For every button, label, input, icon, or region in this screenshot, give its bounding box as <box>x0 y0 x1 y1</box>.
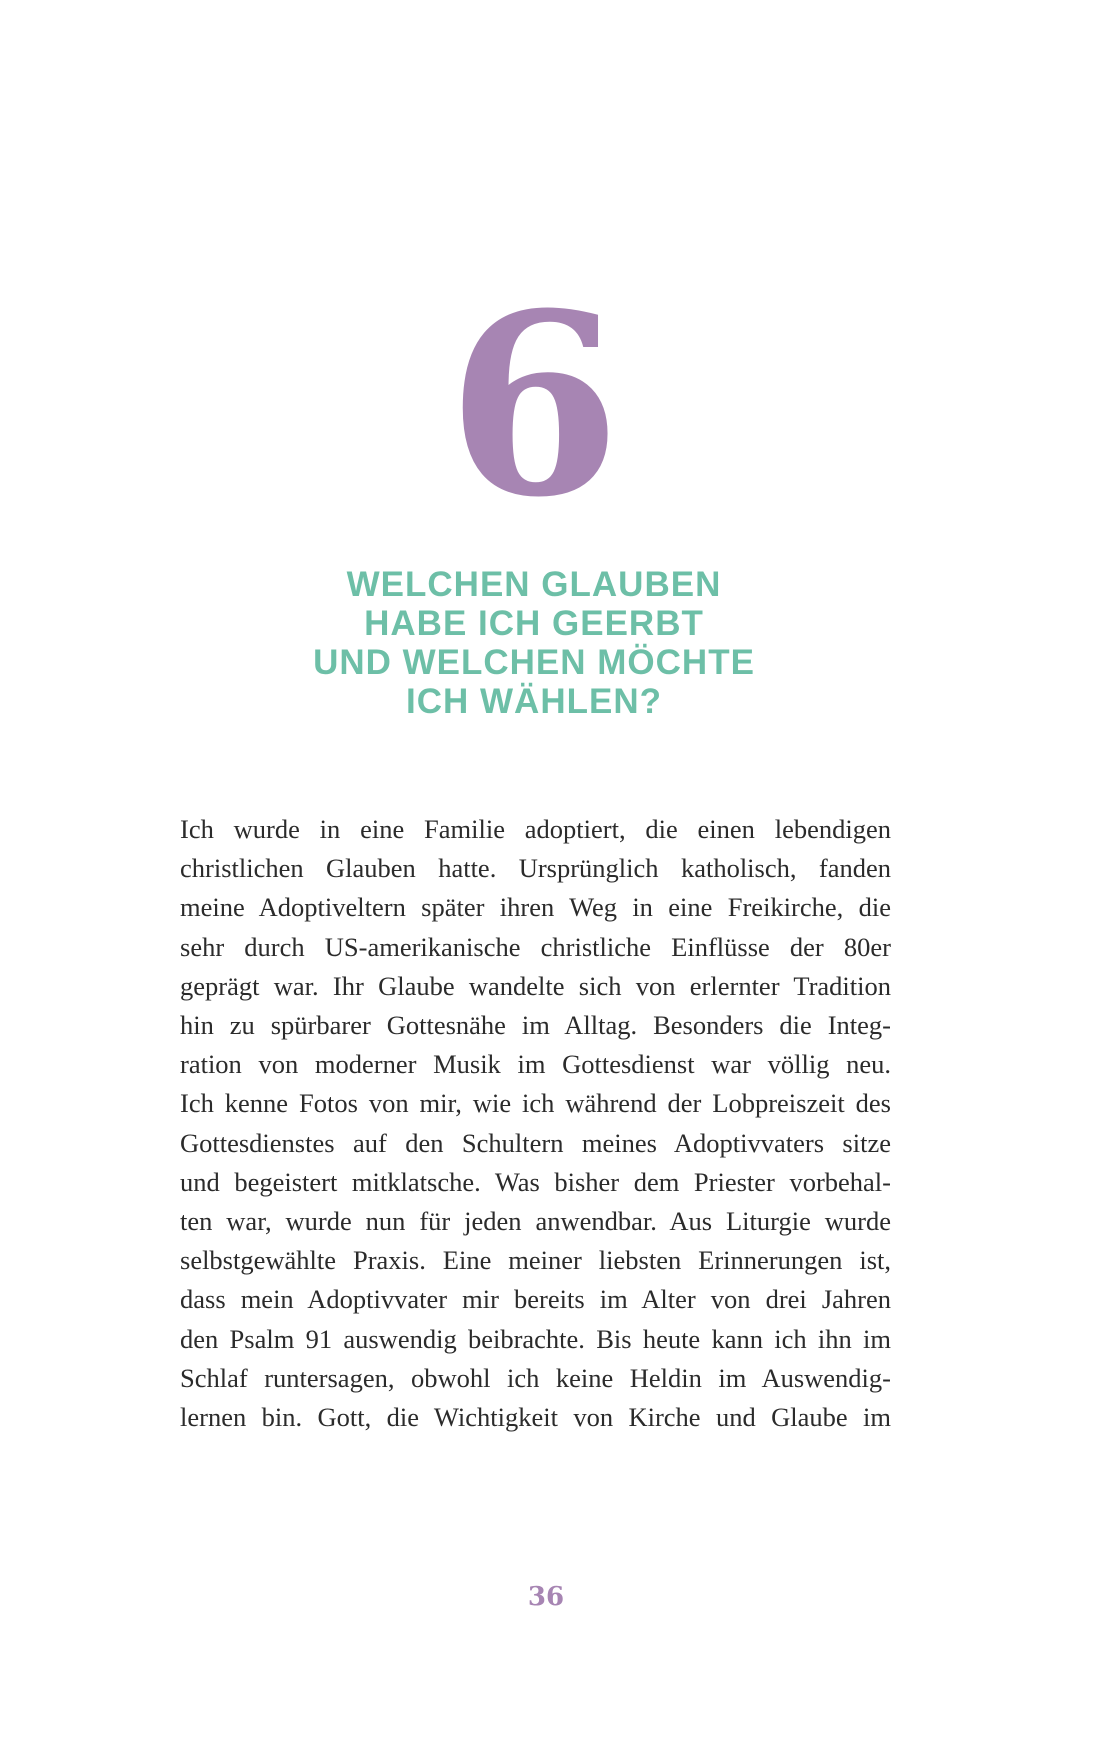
chapter-title <box>0 565 1068 721</box>
text-line: den Psalm 91 auswendig beibrachte. Bis heute kann ich ihn im <box>180 1323 891 1354</box>
text-line: ration von moderner Musik im Gottesdienst war völlig neu. <box>180 1049 891 1080</box>
text-line: geprägt war. Ihr Glaube wandelte sich von erlernter Tradition <box>180 970 891 1001</box>
text-line: Ich kenne Fotos von mir, wie ich während der Lobpreiszeit des <box>180 1088 891 1119</box>
chapter-title-line: WELCHEN GLAUBEN <box>346 565 722 604</box>
text-line: dass mein Adoptivvater mir bereits im Alter von drei Jahren <box>180 1284 891 1315</box>
text-line: und begeistert mitklatsche. Was bisher dem Priester vorbehal- <box>180 1166 891 1197</box>
text-line: lernen bin. Gott, die Wichtigkeit von Kirche und Glaube im <box>180 1402 891 1433</box>
page-number: 36 <box>527 1582 565 1612</box>
text-line: hin zu spürbarer Gottesnähe im Alltag. Besonders die Integ- <box>180 1010 891 1041</box>
text-line: meine Adoptiveltern später ihren Weg in eine Freikirche, die <box>180 892 891 923</box>
text-line: Ich wurde in eine Familie adoptiert, die einen lebendigen <box>180 814 891 844</box>
text-line: Gottesdienstes auf den Schultern meines Adoptivvaters sitze <box>180 1127 891 1158</box>
text-line: Schlaf runtersagen, obwohl ich keine Heldin im Auswendig- <box>180 1362 891 1393</box>
chapter-title-line: HABE ICH GEERBT <box>364 604 704 643</box>
chapter-number: 6 <box>447 258 621 552</box>
text-line: selbstgewählte Praxis. Eine meiner liebsten Erinnerungen ist, <box>180 1245 891 1276</box>
text-line: christlichen Glauben hatte. Ursprünglich katholisch, fanden <box>180 853 891 884</box>
chapter-title-line: UND WELCHEN MÖCHTE <box>313 643 755 682</box>
chapter-title-line: ICH WÄHLEN? <box>406 682 662 721</box>
text-line: ten war, wurde nun für jeden anwendbar. Aus Liturgie wurde <box>180 1206 891 1237</box>
body-paragraph <box>180 810 891 1437</box>
text-line: sehr durch US-amerikanische christliche Einflüsse der 80er <box>180 931 891 962</box>
